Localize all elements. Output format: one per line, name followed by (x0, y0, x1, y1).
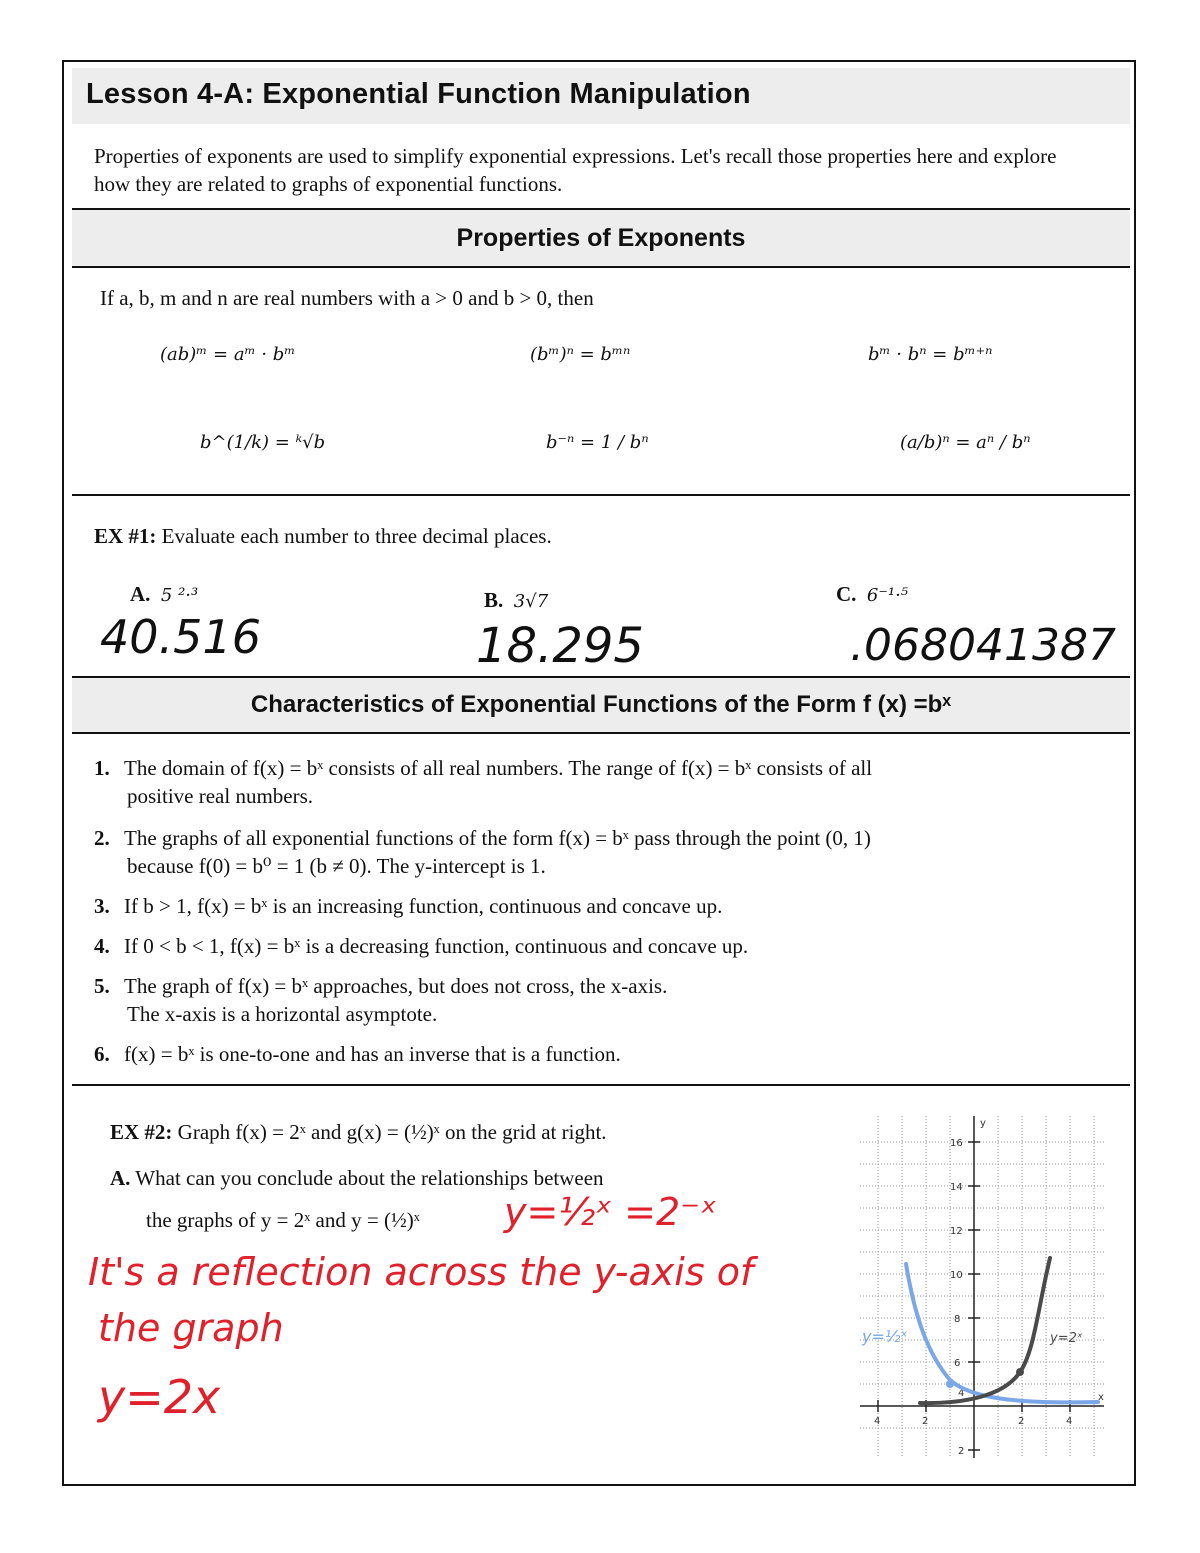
characteristic-2: 2. The graphs of all exponential functions of the form f(x) = bˣ pass through the point (0, 1) because f(0) = b⁰ = 1 (b ≠ 0). The y-intercept is 1. (94, 826, 871, 878)
ex1-item-b-label: B. (484, 588, 504, 612)
y-tick-14: 14 (950, 1182, 963, 1193)
ex1-item-a-expr: 5 ²·³ (160, 585, 199, 606)
y-axis-label: y (980, 1118, 986, 1129)
label-blue-curve: y=½ˣ (862, 1327, 908, 1346)
x-tick-neg2: 2 (922, 1416, 929, 1427)
ex1-text: Evaluate each number to three decimal places. (161, 524, 552, 548)
ex2-hand-answer-1: It's a reflection across the y-axis of (88, 1250, 754, 1294)
ex1-item-b (484, 586, 548, 616)
properties-band (72, 210, 1130, 266)
x-tick-4: 4 (1066, 1416, 1073, 1427)
ex2-hand-answer-3: y=2x (98, 1370, 221, 1424)
ex1-item-a-label: A. (130, 582, 151, 606)
x-tick-2: 2 (1018, 1416, 1025, 1427)
ex2-part-a-line1: What can you conclude about the relationships between (135, 1166, 604, 1190)
ex1-item-b-expr: 3√7 (513, 591, 549, 612)
properties-heading: Properties of Exponents (456, 224, 746, 252)
label-dark-curve: y=2ˣ (1050, 1331, 1083, 1346)
characteristics-band (72, 678, 1130, 732)
point-dark (1016, 1368, 1024, 1376)
formula-power: (bᵐ)ⁿ = bᵐⁿ (530, 344, 631, 365)
ex2-label: EX #2: (110, 1120, 173, 1144)
point-blue (946, 1380, 954, 1388)
exponential-graph (854, 1112, 1110, 1464)
formula-product: (ab)ᵐ = aᵐ · bᵐ (160, 344, 296, 365)
ex2-hand-answer-2: the graph (98, 1306, 284, 1350)
curve-two-power (920, 1258, 1050, 1403)
y-tick-10: 10 (950, 1270, 963, 1281)
ex1-prompt (94, 522, 552, 550)
formula-negative: b⁻ⁿ = 1 / bⁿ (546, 432, 649, 453)
intro-text: Properties of exponents are used to simplify exponential expressions. Let's recall those properties here and explore how they are related to graphs of exponential functions. (94, 144, 1057, 196)
worksheet-frame (62, 60, 1136, 1486)
characteristics-heading: Characteristics of Exponential Functions of the Form f (x) =bˣ (250, 691, 952, 718)
y-tick-16: 16 (950, 1138, 963, 1149)
characteristic-1: 1. The domain of f(x) = bˣ consists of all real numbers. The range of f(x) = bˣ consists of all positive real numbers. (94, 756, 873, 808)
x-tick-neg4: 4 (874, 1416, 881, 1427)
ex1-answer-a: 40.516 (100, 610, 261, 664)
characteristic-4: 4. If 0 < b < 1, f(x) = bˣ is a decreasing function, continuous and concave up. (94, 934, 749, 958)
y-tick-4: 4 (958, 1388, 965, 1399)
ex1-item-c (836, 580, 908, 610)
ex2-part-a (110, 1164, 604, 1192)
ex1-item-c-label: C. (836, 582, 857, 606)
ex2-part-a-line2: the graphs of y = 2ˣ and y = (½)ˣ (146, 1208, 420, 1232)
ex1-answer-b: 18.295 (476, 618, 644, 674)
y-tick-neg2: 2 (958, 1446, 965, 1457)
y-tick-8: 8 (954, 1314, 961, 1325)
y-tick-12: 12 (950, 1226, 963, 1237)
ex2-prompt (110, 1118, 607, 1146)
ex2-text: Graph f(x) = 2ˣ and g(x) = (½)ˣ on the grid at right. (177, 1120, 607, 1144)
ex2-part-a-label: A. (110, 1166, 131, 1190)
ex1-label: EX #1: (94, 524, 157, 548)
characteristic-3: 3. If b > 1, f(x) = bˣ is an increasing function, continuous and concave up. (94, 894, 723, 918)
characteristic-5: 5. The graph of f(x) = bˣ approaches, but does not cross, the x-axis. The x-axis is a horizontal asymptote. (94, 974, 668, 1026)
y-tick-6: 6 (954, 1358, 961, 1369)
ex1-answer-c: .068041387 (850, 620, 1116, 671)
ex1-item-c-expr: 6⁻¹·⁵ (866, 585, 909, 606)
formula-root: b^(1/k) = ᵏ√b (200, 432, 326, 453)
formula-sum: bᵐ · bⁿ = bᵐ⁺ⁿ (868, 344, 993, 365)
ex2-hand-equation: y=½ˣ =2⁻ˣ (504, 1190, 718, 1234)
formula-quotient: (a/b)ⁿ = aⁿ / bⁿ (900, 432, 1031, 453)
x-axis-label: x (1098, 1392, 1104, 1403)
page-title: Lesson 4-A: Exponential Function Manipulation (86, 78, 751, 110)
characteristic-6: 6. f(x) = bˣ is one-to-one and has an inverse that is a function. (94, 1042, 621, 1066)
ex1-item-a (130, 580, 198, 610)
properties-condition: If a, b, m and n are real numbers with a > 0 and b > 0, then (100, 286, 594, 310)
